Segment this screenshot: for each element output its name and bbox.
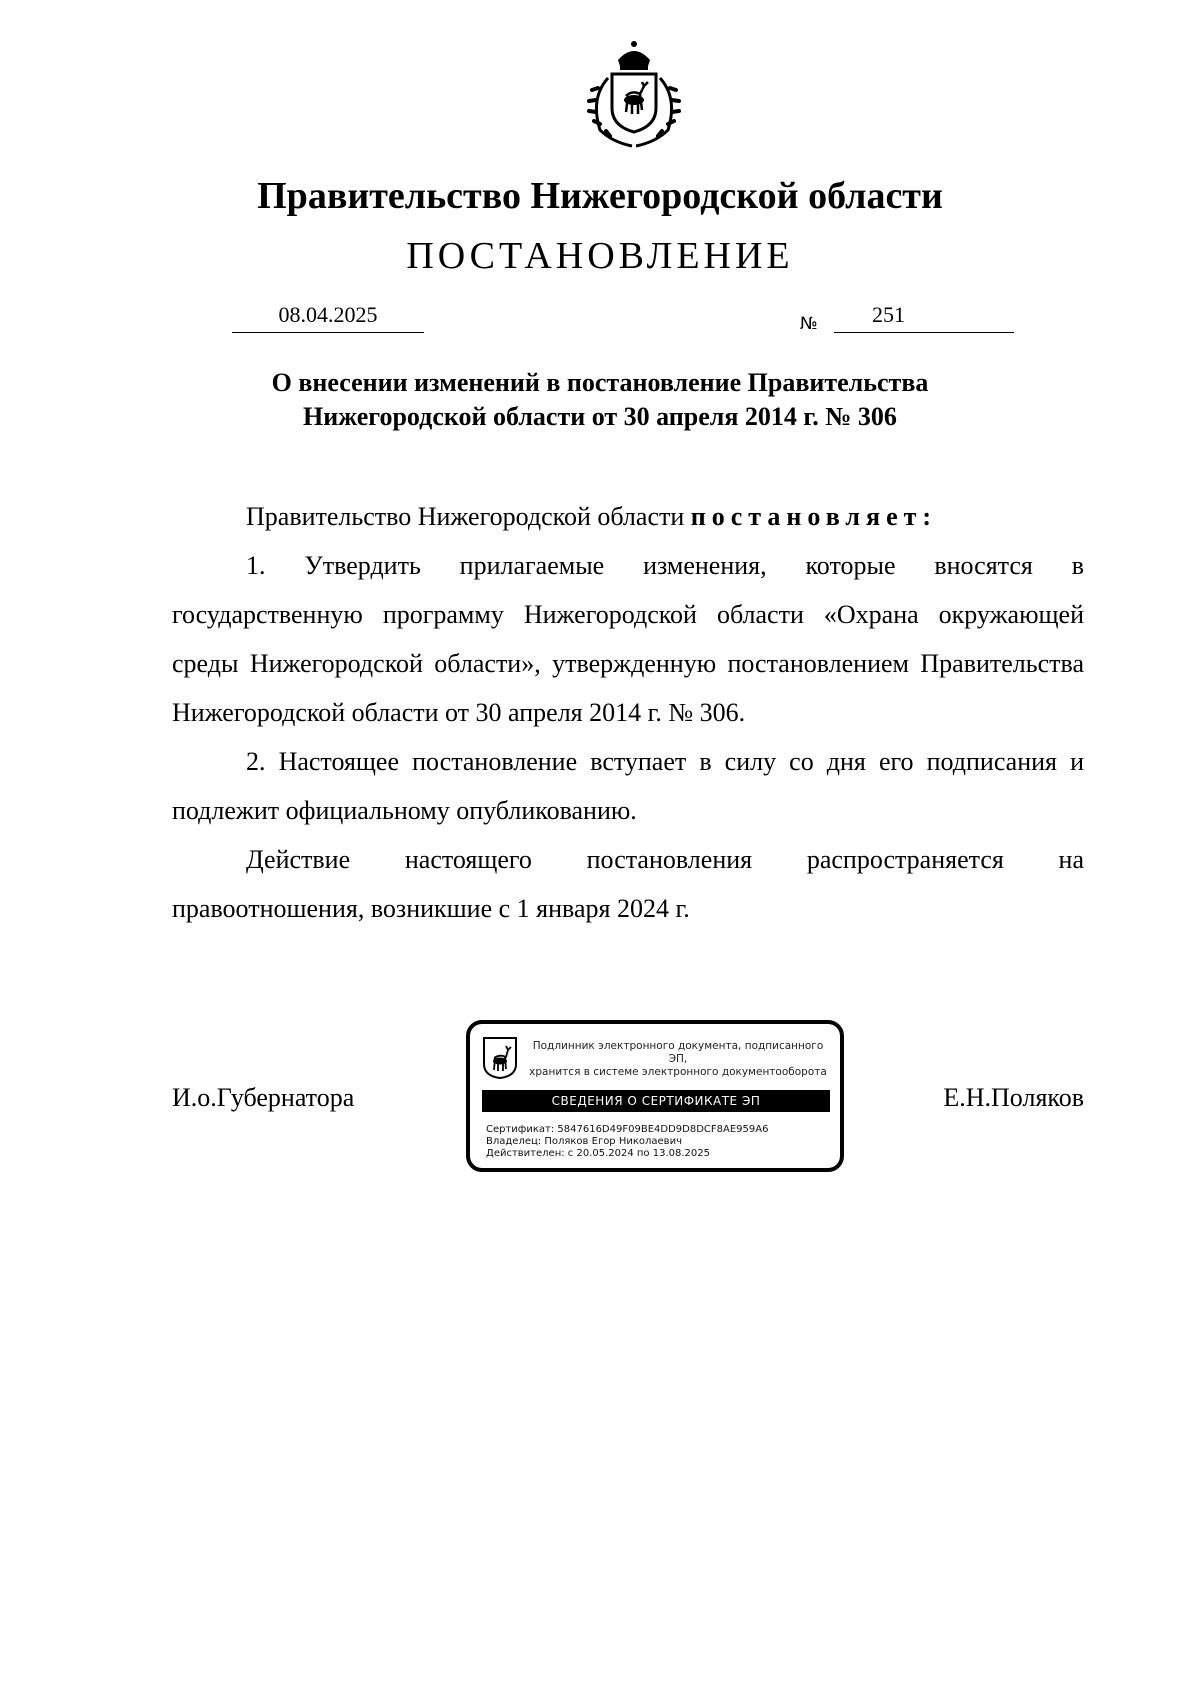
paragraph-1: 1. Утвердить прилагаемые изменения, которые вносятся в государственную программу Нижегородской области «Охрана окружающей среды Нижегородской области», утвержденную постановлением Правительства Нижегородской области от 30 апреля 2014 г. № 306. bbox=[172, 551, 1084, 727]
deer-emblem-icon bbox=[482, 1036, 518, 1080]
certificate-owner: Владелец: Поляков Егор Николаевич bbox=[486, 1136, 682, 1147]
document-date: 08.04.2025 bbox=[232, 302, 424, 333]
stamp-header-line-1: Подлинник электронного документа, подписанного ЭП, bbox=[532, 1040, 824, 1065]
preamble-text: Правительство Нижегородской области bbox=[246, 502, 685, 531]
certificate-serial: Сертификат: 5847616D49F09BE4DD9D8DCF8AE959A6 bbox=[486, 1124, 769, 1135]
signatory-name: Е.Н.Поляков bbox=[943, 1083, 1084, 1112]
stamp-header bbox=[526, 1040, 830, 1079]
certificate-details bbox=[486, 1124, 768, 1160]
document-number-value: 251 bbox=[872, 302, 905, 327]
document-type: ПОСТАНОВЛЕНИЕ bbox=[406, 235, 794, 277]
coat-of-arms-icon bbox=[582, 38, 686, 150]
paragraph-2: 2. Настоящее постановление вступает в силу со дня его подписания и подлежит официальному опубликованию. bbox=[172, 747, 1084, 825]
paragraph-3: Действие настоящего постановления распространяется на правоотношения, возникшие с 1 января 2024 г. bbox=[172, 845, 1084, 923]
number-sign: № bbox=[800, 314, 818, 334]
e-signature-stamp bbox=[466, 1020, 844, 1172]
document-subject bbox=[220, 366, 980, 434]
subject-line-1: О внесении изменений в постановление Правительства bbox=[271, 368, 929, 397]
certificate-info-bar: СВЕДЕНИЯ О СЕРТИФИКАТЕ ЭП bbox=[482, 1090, 830, 1112]
stamp-header-line-2: хранится в системе электронного документооборота bbox=[529, 1066, 827, 1078]
preamble-verb: постановляет: bbox=[690, 502, 938, 531]
preamble bbox=[172, 492, 1084, 541]
certificate-validity: Действителен: с 20.05.2024 по 13.08.2025 bbox=[486, 1148, 710, 1159]
signatory-role: И.о.Губернатора bbox=[172, 1083, 355, 1112]
government-title: Правительство Нижегородской области bbox=[257, 175, 943, 217]
document-number bbox=[834, 302, 1014, 333]
document-body bbox=[172, 492, 1084, 933]
subject-line-2: Нижегородской области от 30 апреля 2014 г. № 306 bbox=[303, 402, 897, 431]
